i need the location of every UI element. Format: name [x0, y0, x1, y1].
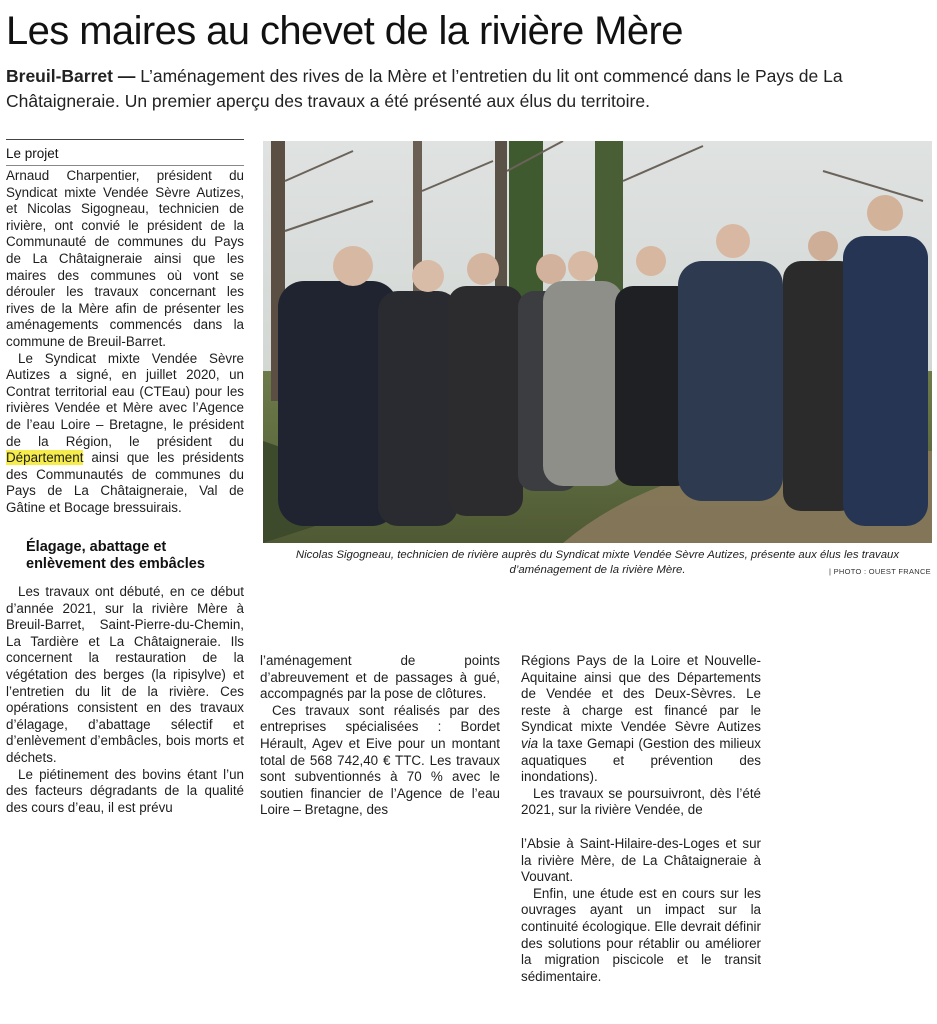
col3-paragraph-3: l’Absie à Saint-Hilaire-des-Loges et sur la rivière Mère, de La Châtaigneraie à Vouvant. [521, 836, 761, 885]
col3-paragraph-2: Les travaux se poursuivront, dès l’été 2021, sur la rivière Vendée, de [521, 785, 761, 818]
col3-paragraph-1: Régions Pays de la Loire et Nouvelle-Aquitaine ainsi que des Départements de Vendée et des Deux-Sèvres. Le reste à charge est financé par le Syndicat mixte Vendée Sèvre Autizes via la taxe Gemapi (Gestion des milieux aquatiques et prévention des inondations). [521, 653, 761, 785]
column-1-bottom [6, 584, 244, 816]
lead-paragraph [6, 64, 931, 114]
subheading: Élagage, abattage et enlèvement des embâcles [26, 539, 205, 572]
col1-paragraph-2: Le Syndicat mixte Vendée Sèvre Autizes a signé, en juillet 2020, un Contrat territorial eau (CTEau) pour les rivières Vendée et Mère avec l’Agence de l’eau Loire – Bretagne, le président de la Région, le président du Département ainsi que les présidents des Communautés de communes du Pays de La Châtaigneraie, Val de Gâtine et Bocage bressuirais. [6, 350, 244, 515]
headline: Les maires au chevet de la rivière Mère [6, 9, 683, 53]
highlighted-word: Département [6, 450, 84, 466]
col1-paragraph-4: Le piétinement des bovins étant l’un des facteurs dégradants de la qualité des cours d’eau, il est prévu [6, 766, 244, 815]
section-kicker: Le projet [6, 139, 244, 166]
col2-paragraph-1: l’aménagement de points d’abreuvement et de passages à gué, accompagnés par la pose de clôtures. [260, 653, 500, 702]
col2-paragraph-2: Ces travaux sont réalisés par des entreprises spécialisées : Bordet Hérault, Agev et Eive pour un montant total de 568 742,40 € TTC. Les travaux sont subventionnés à 70 % avec le soutien financier de l’Agence de l’eau Loire – Bretagne, des [260, 702, 500, 818]
column-2 [260, 653, 500, 819]
column-1-top [6, 168, 244, 516]
column-3-bottom [521, 836, 761, 985]
column-3-top [521, 653, 761, 819]
lead-text: L’aménagement des rives de la Mère et l’entretien du lit ont commencé dans le Pays de La Châtaigneraie. Un premier aperçu des travaux a été présenté aux élus du territoire. [6, 66, 843, 111]
photo-caption: Nicolas Sigogneau, technicien de rivière auprès du Syndicat mixte Vendée Sèvre Autizes, présente aux élus les travaux d’aménagement de la rivière Mère. [295, 549, 900, 576]
dateline-place: Breuil-Barret — [6, 66, 136, 86]
group-photo-illustration [263, 141, 932, 543]
article-photo [263, 141, 932, 543]
col1-paragraph-1: Arnaud Charpentier, président du Syndicat mixte Vendée Sèvre Autizes, et Nicolas Sigogneau, technicien de rivière, ont convié le président de la Communauté de communes du Pays de La Châtaigneraie ainsi que les maires des communes où vont se dérouler les travaux concernant les rives de la Mère afin de présenter les aménagements commencés dans la commune de Breuil-Barret. [6, 168, 244, 349]
col1-paragraph-3: Les travaux ont débuté, en ce début d’année 2021, sur la rivière Mère à Breuil-Barret, Saint-Pierre-du-Chemin, La Tardière et La Châtaigneraie. Ils concernent la restauration de la végétation des berges (la ripisylve) et l’entretien du lit de la rivière. Ces opérations consistent en des travaux d’élagage, d’abattage sélectif et d’enlèvement d’embâcles, bois morts et déchets. [6, 584, 244, 765]
col3-paragraph-4: Enfin, une étude est en cours sur les ouvrages ayant un impact sur la continuité écologique. Elle devrait définir des solutions pour rétablir ou améliorer la migration piscicole et le transit sédimentaire. [521, 885, 761, 984]
photo-credit: | PHOTO : OUEST FRANCE [828, 567, 931, 576]
